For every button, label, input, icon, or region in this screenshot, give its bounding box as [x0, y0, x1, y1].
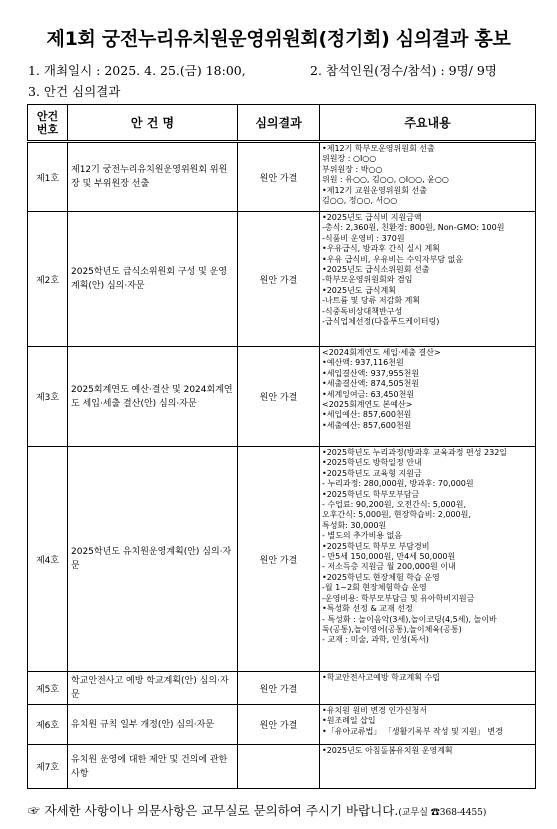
agenda-details	[320, 705, 536, 745]
detail-line: •세계잉여금: 63,450천원	[322, 389, 415, 399]
table-row	[28, 447, 536, 672]
detail-line: - 별도의 추가비용 없음	[322, 531, 403, 541]
detail-line: - 교재 : 미술, 과학, 인성(독서)	[322, 635, 429, 645]
section-heading: 3. 안건 심의결과	[28, 84, 121, 99]
detail-line: -급식업체선정(다올푸드케이터링)	[322, 317, 440, 327]
agenda-number: 제4호	[28, 447, 68, 672]
agenda-details	[320, 212, 536, 347]
agenda-details	[320, 745, 536, 789]
detail-line: 오후간식: 5,000원, 현장학습비: 2,000원,	[322, 510, 471, 520]
detail-line: - 만5세 150,000원, 만4세 50,000원	[322, 552, 456, 562]
detail-line: -운영비용: 학부모부담금 및 유아학비지원금	[322, 593, 475, 603]
detail-line: -총식: 2,360원, 친환경: 800원, Non-GMO: 100원	[322, 223, 505, 233]
agenda-details	[320, 447, 536, 672]
detail-line: 위원장 : ○I○○	[322, 154, 377, 164]
detail-line: •2025년도 급식비 지원금액	[322, 213, 422, 222]
detail-line: - 저소득층 지원금 월 200,000원 이내	[322, 562, 456, 572]
detail-line: •우유급식, 방과후 간식 실시 계획	[322, 244, 440, 254]
agenda-number: 제5호	[28, 672, 68, 705]
detail-line: •2025학년도 교육형 지원금	[322, 468, 422, 478]
agenda-result: 원안 가결	[238, 347, 320, 447]
agenda-result: 원안 가결	[238, 672, 320, 705]
page-title: 제1회 궁전누리유치원운영위원회(정기회) 심의결과 홍보	[46, 28, 511, 50]
detail-line: -식품비 운영비 : 370원	[322, 233, 405, 243]
attendance: 2. 참석인원(정수/참석) : 9명/ 9명	[310, 63, 497, 78]
agenda-number: 제7호	[28, 745, 68, 789]
header-result: 심의결과	[238, 105, 320, 142]
header-details: 주요내용	[320, 105, 536, 142]
detail-line: 둑(공통),놀이영어(공통),놀이체육(공통)	[322, 624, 462, 634]
table-row	[28, 212, 536, 347]
agenda-details	[320, 672, 536, 705]
agenda-name: 제12기 궁전누리유치원운영위원회 위원장 및 부위원장 선출	[68, 142, 238, 212]
detail-line: •예산액: 937,116천원	[322, 358, 404, 368]
agenda-details	[320, 142, 536, 212]
agenda-details	[320, 347, 536, 447]
agenda-result: 원안 가결	[238, 447, 320, 672]
detail-line: 위원 : 유○○, 김○○, ○I○○, 윤○○	[322, 175, 449, 185]
detail-line: 김○○, 정○○, 서○○	[322, 196, 398, 206]
agenda-result	[238, 745, 320, 789]
detail-line: - 수업료: 90,200원, 오전간식: 5,000원,	[322, 500, 466, 510]
agenda-result: 원안 가결	[238, 142, 320, 212]
detail-line: •원조례일 삽입	[322, 716, 376, 726]
agenda-number: 제2호	[28, 212, 68, 347]
results-table	[27, 104, 536, 789]
detail-line: 특성화: 30,000원	[322, 520, 387, 530]
agenda-number: 제1호	[28, 142, 68, 212]
agenda-number: 제3호	[28, 347, 68, 447]
detail-line: •2025학년도 학부모부담금	[322, 489, 420, 499]
detail-line: -나트륨 및 당류 저감화 계획	[322, 296, 421, 306]
agenda-name: 2025회계연도 예산·결산 및 2024회계연도 세입·세출 결산(안) 심의·자문	[68, 347, 238, 447]
table-row	[28, 672, 536, 705]
table-header-row	[28, 105, 536, 142]
detail-line: •세출결산액: 874,505천원	[322, 379, 420, 389]
detail-line: -월 1~2회 현장체험학습 운영	[322, 583, 427, 593]
header-number-label: 안건 번호	[36, 109, 59, 136]
detail-line: •특성화 선정 & 교재 선정	[322, 604, 413, 614]
detail-line: •2025년도 급식계획	[322, 285, 396, 295]
table-row	[28, 745, 536, 789]
table-row	[28, 142, 536, 212]
agenda-name: 2025학년도 급식소위원회 구성 및 운영계획(안) 심의·자문	[68, 212, 238, 347]
detail-line: •2025학년도 학부모 부담경비	[322, 541, 430, 551]
agenda-name: 학교안전사고 예방 학교계획(안) 심의·자문	[68, 672, 238, 705]
detail-line: -식중독비상대책반구성	[322, 306, 403, 316]
detail-line: <2025회계연도 본예산>	[322, 400, 413, 410]
footer-note	[28, 801, 486, 819]
detail-line: •학교안전사고예방 학교계획 수립	[322, 673, 440, 682]
detail-line: •제12기 교원운영위원회 선출	[322, 185, 427, 195]
detail-line: •유치원 원비 변경 인가신청서	[322, 706, 428, 715]
agenda-result: 원안 가결	[238, 705, 320, 745]
detail-line: •세입예산: 857,600천원	[322, 410, 412, 420]
detail-line: •2025년도 급식소위원회 선출	[322, 265, 430, 275]
table-row	[28, 347, 536, 447]
detail-line: 부위원장 : 박○○	[322, 164, 383, 174]
detail-line: <2024회계연도 세입·세출 결산>	[322, 348, 441, 357]
footer-contact: (교무실 ☎368-4455)	[398, 808, 487, 818]
header-name: 안 건 명	[68, 105, 238, 142]
detail-line: •2025학년도 누리과정(방과후 교육과정 편성 232일	[322, 448, 508, 457]
agenda-name: 유치원 운영에 대한 제안 및 건의에 관한 사항	[68, 745, 238, 789]
detail-line: •2025년도 아침돌봄유치원 운영계획	[322, 746, 453, 755]
agenda-number: 제6호	[28, 705, 68, 745]
detail-line: •2025학년도 방학일정 안내	[322, 458, 422, 468]
detail-line: •우유 급식비, 우유비는 수익자부담 없음	[322, 254, 464, 264]
header-number	[28, 105, 68, 142]
detail-line: - 누리과정: 280,000원, 방과후: 70,000원	[322, 479, 474, 489]
detail-line: •「유아교류법」 「생활기록부 작성 및 지원」 변경	[322, 726, 503, 736]
detail-line: •세입결산액: 937,955천원	[322, 368, 420, 378]
table-row	[28, 705, 536, 745]
agenda-result: 원안 가결	[238, 212, 320, 347]
agenda-name: 2025학년도 유치원운영계획(안) 심의·자문	[68, 447, 238, 672]
detail-line: •세출예산: 857,600천원	[322, 420, 412, 430]
footer-text: ☞ 자세한 사항이나 의문사항은 교무실로 문의하여 주시기 바랍니다.	[28, 803, 399, 818]
detail-line: -학부모운영위원회와 겸임	[322, 275, 413, 285]
agenda-name: 유치원 규칙 일부 개정(안) 심의·자문	[68, 705, 238, 745]
detail-line: - 특성화 : 놀이음악(3세),놀이코딩(4,5세), 놀이바	[322, 614, 497, 624]
detail-line: •제12기 학부모운영위원회 선출	[322, 144, 435, 153]
meeting-date: 1. 개최일시 : 2025. 4. 25.(금) 18:00,	[28, 63, 246, 78]
detail-line: •2025학년도 현장체험 학습 운영	[322, 572, 440, 582]
